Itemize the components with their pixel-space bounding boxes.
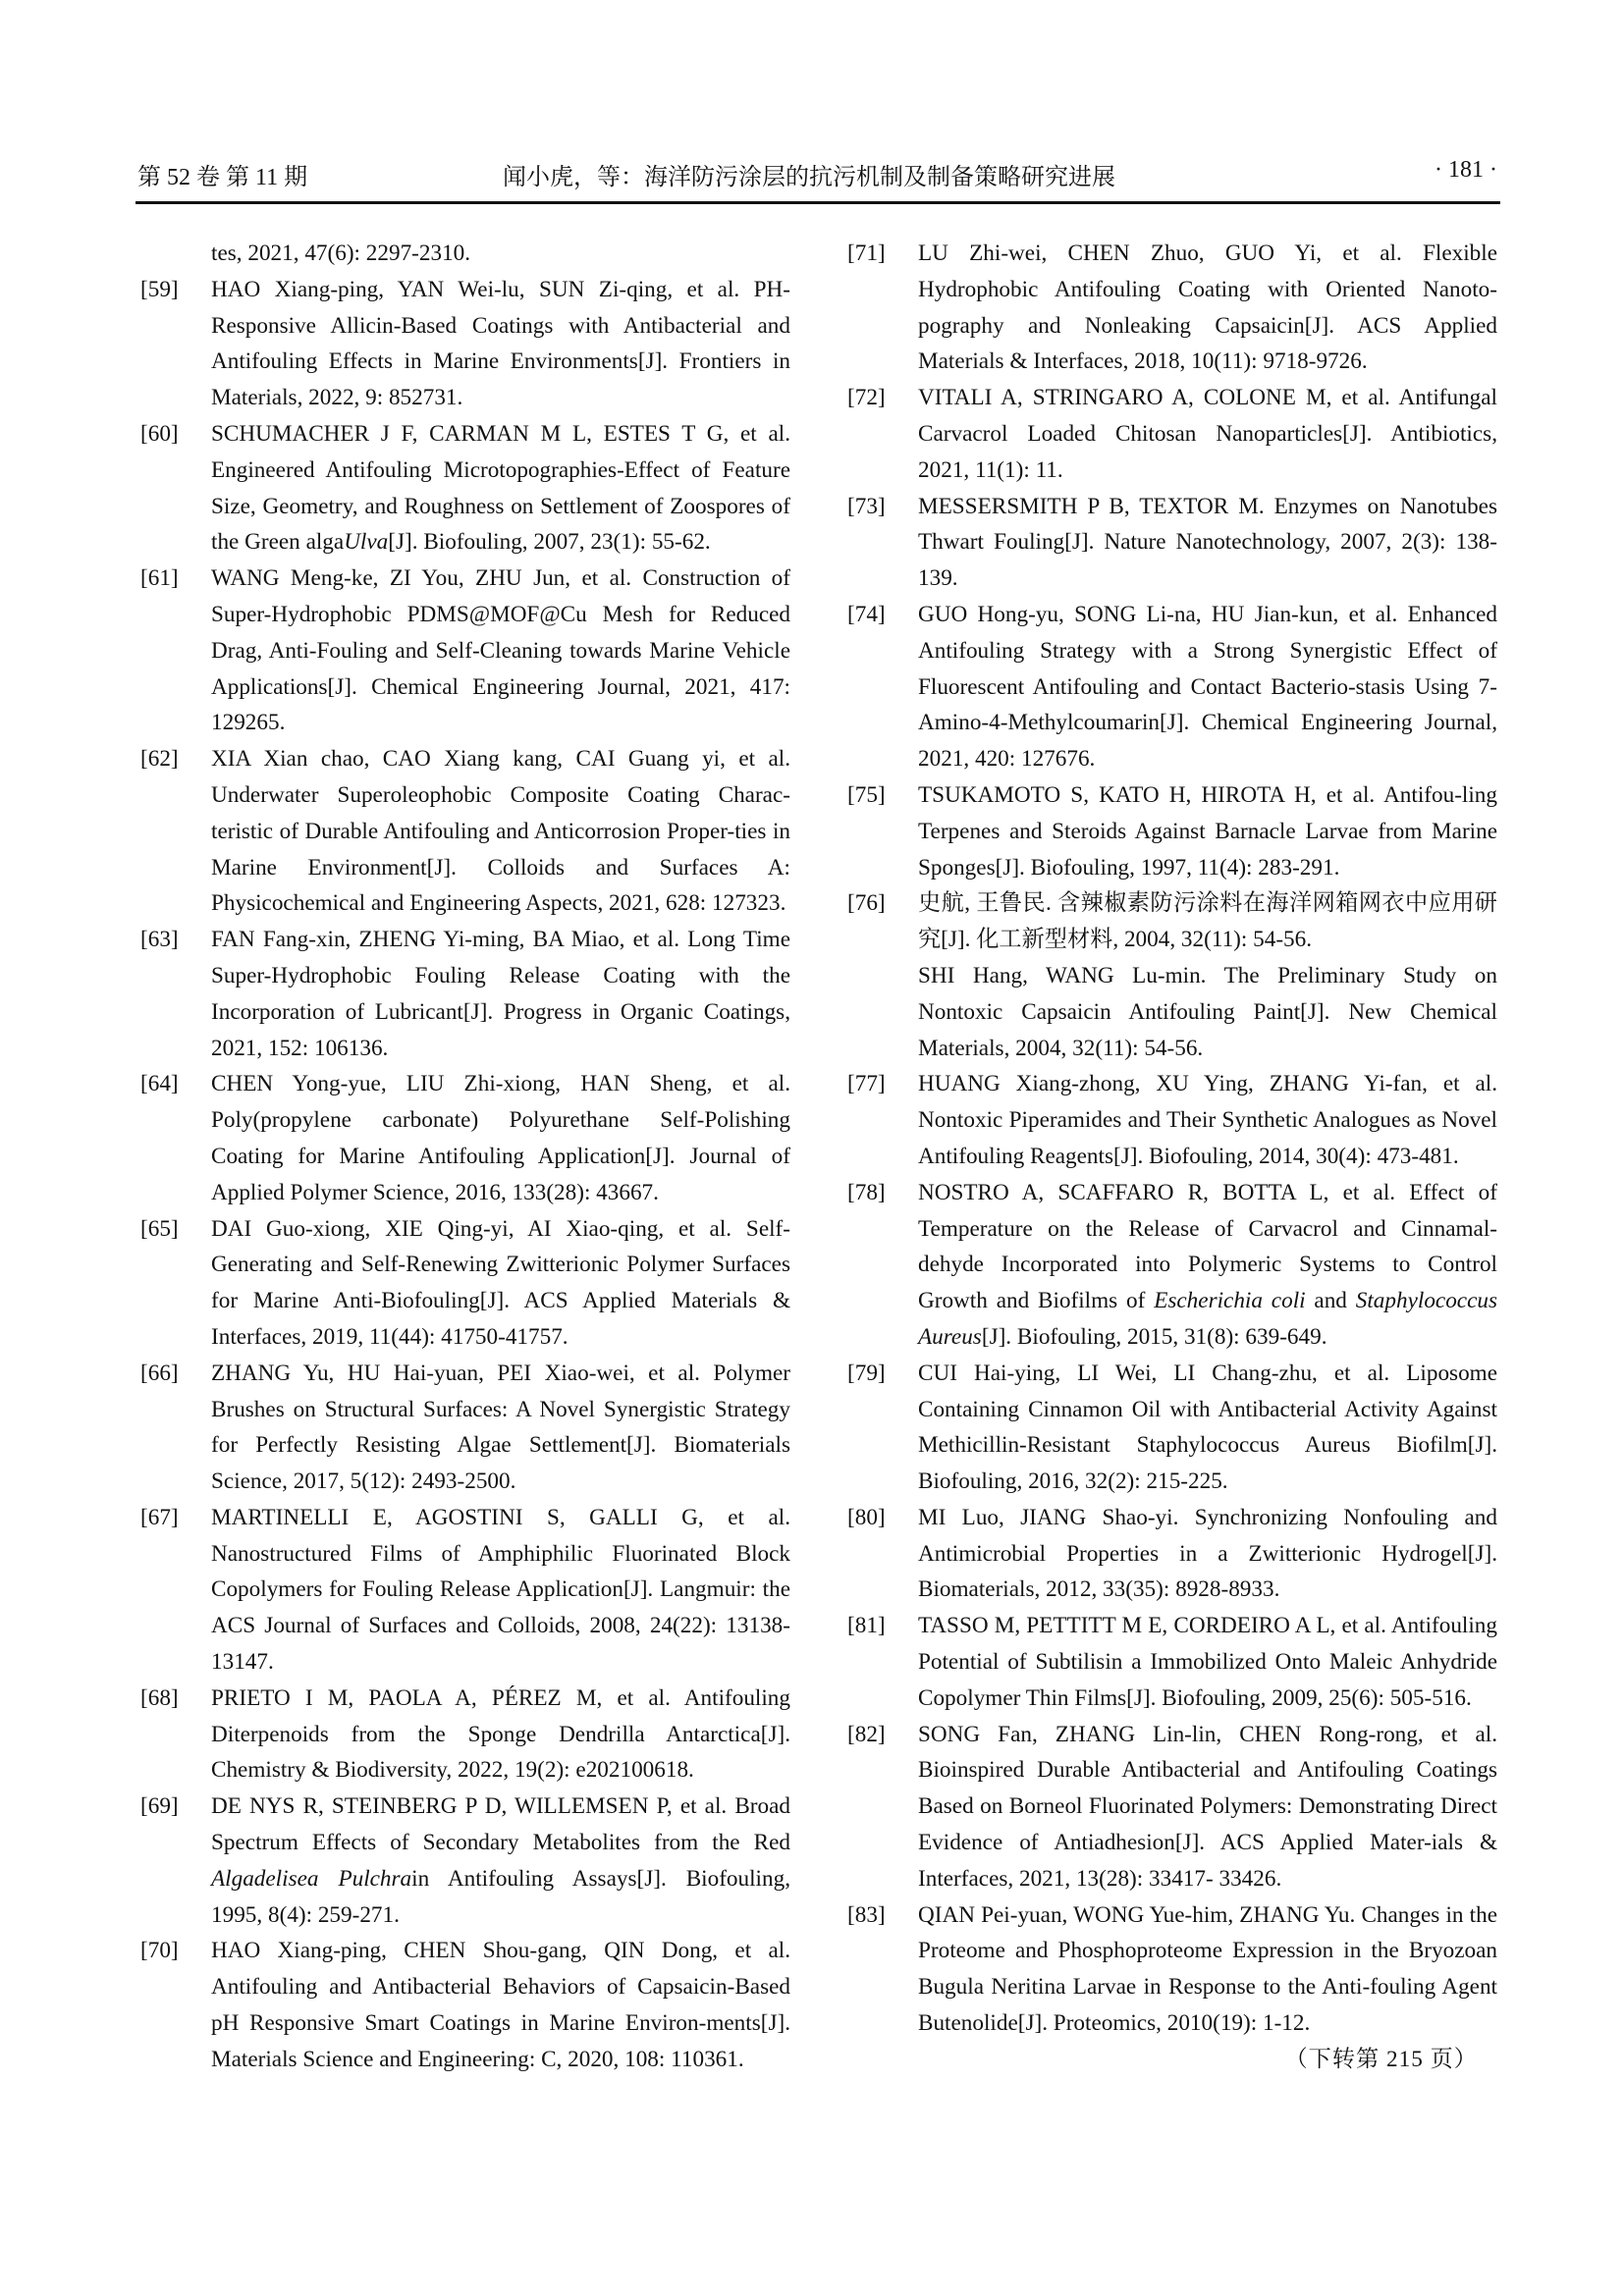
reference-item bbox=[140, 741, 790, 922]
references-left-column bbox=[140, 236, 790, 2078]
reference-item bbox=[847, 885, 1497, 1066]
reference-number: [70] bbox=[140, 1938, 179, 1964]
reference-item bbox=[140, 1500, 790, 1681]
reference-segment: TASSO M, PETTITT M E, CORDEIRO A L, et al. Antifouling Potential of Subtilisin a Immobilized Onto Maleic Anhydride Copolymer Thin Films[J]. Biofouling, 2009, 25(6): 505-516. bbox=[918, 1613, 1497, 1711]
reference-segment: HAO Xiang-ping, CHEN Shou-gang, QIN Dong, et al. Antifouling and Antibacterial Behaviors of Capsaicin-Based pH Responsive Smart Coatings in Marine Environ-ments[J]. Materials Science and Engineering: C, 2020, 108: 110361. bbox=[211, 1938, 790, 2072]
reference-segment: XIA Xian chao, CAO Xiang kang, CAI Guang yi, et al. Underwater Superoleophobic Composite Coating Charac-teristic of Durable Antifouling and Anticorrosion Proper-ties in Marine Environment[J]. Colloids and Surfaces A: Physicochemical and Engineering Aspects, 2021, 628: 127323. bbox=[211, 746, 790, 917]
reference-text bbox=[918, 1608, 1497, 1716]
reference-text bbox=[211, 1356, 790, 1500]
reference-number: [72] bbox=[847, 385, 886, 411]
reference-number: [81] bbox=[847, 1613, 886, 1639]
reference-number: [63] bbox=[140, 927, 179, 953]
reference-segment: SONG Fan, ZHANG Lin-lin, CHEN Rong-rong, et al. Bioinspired Durable Antibacterial and Antifouling Coatings Based on Borneol Fluorinated Polymers: Demonstrating Direct Evidence of Antiadhesion[J]. ACS Applied Mater-ials & Interfaces, 2021, 13(28): 33417- 33426. bbox=[918, 1721, 1497, 1892]
reference-item bbox=[140, 1789, 790, 1933]
reference-text bbox=[918, 489, 1497, 597]
reference-list-left bbox=[140, 272, 790, 2078]
reference-number: [67] bbox=[140, 1504, 179, 1530]
reference-segment: CHEN Yong-yue, LIU Zhi-xiong, HAN Sheng, et al. Poly(propylene carbonate) Polyurethane Self-Polishing Coating for Marine Antifouling Application[J]. Journal of Applied Polymer Science, 2016, 133(28): 43667. bbox=[211, 1071, 790, 1205]
header-rule bbox=[135, 201, 1500, 204]
reference-text bbox=[211, 1681, 790, 1789]
reference-segment: DAI Guo-xiong, XIE Qing-yi, AI Xiao-qing, et al. Self-Generating and Self-Renewing Zwitterionic Polymer Surfaces for Marine Anti-Biofouling[J]. ACS Applied Materials & Interfaces, 2019, 11(44): 41750-41757. bbox=[211, 1215, 790, 1350]
reference-item bbox=[140, 272, 790, 416]
reference-number: [71] bbox=[847, 240, 886, 266]
reference-segment: CUI Hai-ying, LI Wei, LI Chang-zhu, et al. Liposome Containing Cinnamon Oil with Antibacterial Activity Against Methicillin-Resistant Staphylococcus Aureus Biofilm[J]. Biofouling, 2016, 32(2): 215-225. bbox=[918, 1360, 1497, 1495]
reference-segment: WANG Meng-ke, ZI You, ZHU Jun, et al. Construction of Super-Hydrophobic PDMS@MOF@Cu Mesh for Reduced Drag, Anti-Fouling and Self-Cleaning towards Marine Vehicle Applications[J]. Chemical Engineering Journal, 2021, 417: 129265. bbox=[211, 565, 790, 736]
reference-number: [77] bbox=[847, 1071, 886, 1097]
reference-number: [80] bbox=[847, 1504, 886, 1530]
reference-segment: MARTINELLI E, AGOSTINI S, GALLI G, et al. Nanostructured Films of Amphiphilic Fluorinated Block Copolymers for Fouling Release Application[J]. Langmuir: the ACS Journal of Surfaces and Colloids, 2008, 24(22): 13138-13147. bbox=[211, 1504, 790, 1676]
continued-note: （下转第 215 页） bbox=[1284, 2046, 1478, 2072]
reference-text bbox=[918, 1897, 1497, 2042]
reference-item bbox=[140, 1356, 790, 1500]
reference-text bbox=[918, 1500, 1497, 1608]
reference-text bbox=[211, 1211, 790, 1356]
reference-text bbox=[918, 1175, 1497, 1356]
reference-continuation: tes, 2021, 47(6): 2297-2310. bbox=[211, 240, 471, 266]
reference-number: [68] bbox=[140, 1684, 179, 1711]
reference-number: [75] bbox=[847, 781, 886, 808]
reference-number: [78] bbox=[847, 1179, 886, 1205]
running-title: 闻小虎，等：海洋防污涂层的抗污机制及制备策略研究进展 bbox=[503, 165, 1115, 190]
reference-item bbox=[847, 1175, 1497, 1356]
reference-segment: HAO Xiang-ping, YAN Wei-lu, SUN Zi-qing, et al. PH-Responsive Allicin-Based Coatings with Antibacterial and Antifouling Effects in Marine Environments[J]. Frontiers in Materials, 2022, 9: 852731. bbox=[211, 276, 790, 411]
reference-number: [66] bbox=[140, 1360, 179, 1386]
reference-translation: SHI Hang, WANG Lu-min. The Preliminary Study on Nontoxic Capsaicin Antifouling Paint[J]. New Chemical Materials, 2004, 32(11): 54-56. bbox=[918, 962, 1497, 1061]
reference-segment: VITALI A, STRINGARO A, COLONE M, et al. Antifungal Carvacrol Loaded Chitosan Nanoparticles[J]. Antibiotics, 2021, 11(1): 11. bbox=[918, 385, 1497, 483]
page-number: · 181 · bbox=[1435, 157, 1497, 183]
reference-segment: LU Zhi-wei, CHEN Zhuo, GUO Yi, et al. Flexible Hydrophobic Antifouling Coating with Oriented Nanoto-pography and Nonleaking Capsaicin[J]. ACS Applied Materials & Interfaces, 2018, 10(11): 9718-9726. bbox=[918, 240, 1497, 375]
reference-number: [62] bbox=[140, 746, 179, 773]
reference-segment: PRIETO I M, PAOLA A, PÉREZ M, et al. Antifouling Diterpenoids from the Sponge Dendrilla Antarctica[J]. Chemistry & Biodiversity, 2022, 19(2): e202100618. bbox=[211, 1684, 790, 1784]
reference-segment: 史航, 王鲁民. 含辣椒素防污涂料在海洋网箱网衣中应用研究[J]. 化工新型材料, 2004, 32(11): 54-56. bbox=[918, 890, 1497, 953]
reference-item bbox=[140, 1681, 790, 1789]
reference-text bbox=[918, 597, 1497, 777]
reference-item bbox=[140, 1211, 790, 1356]
reference-segment: HUANG Xiang-zhong, XU Ying, ZHANG Yi-fan, et al. Nontoxic Piperamides and Their Synthetic Analogues as Novel Antifouling Reagents[J]. Biofouling, 2014, 30(4): 473-481. bbox=[918, 1071, 1497, 1169]
reference-text bbox=[918, 777, 1497, 885]
reference-item bbox=[847, 1608, 1497, 1716]
reference-item bbox=[140, 1933, 790, 2077]
reference-segment: FAN Fang-xin, ZHENG Yi-ming, BA Miao, et al. Long Time Super-Hydrophobic Fouling Release Coating with the Incorporation of Lubricant[J]. Progress in Organic Coatings, 2021, 152: 106136. bbox=[211, 927, 790, 1061]
reference-item bbox=[847, 489, 1497, 597]
page-header bbox=[137, 157, 1497, 196]
reference-number: [65] bbox=[140, 1215, 179, 1242]
reference-segment: ZHANG Yu, HU Hai-yuan, PEI Xiao-wei, et al. Polymer Brushes on Structural Surfaces: A Novel Synergistic Strategy for Perfectly Resisting Algae Settlement[J]. Biomaterials Science, 2017, 5(12): 2493-2500. bbox=[211, 1360, 790, 1495]
reference-text bbox=[211, 1789, 790, 1933]
italic-species-name: Escherichia coli bbox=[1154, 1288, 1306, 1314]
reference-segment: GUO Hong-yu, SONG Li-na, HU Jian-kun, et al. Enhanced Antifouling Strategy with a Strong Synergistic Effect of Fluorescent Antifouling and Contact Bacterio-stasis Using 7-Amino-4-Methylcoumarin[J]. Chemical Engineering Journal, 2021, 420: 127676. bbox=[918, 601, 1497, 773]
reference-text bbox=[211, 741, 790, 922]
italic-species-name: Algadelisea Pulchra bbox=[211, 1865, 412, 1892]
reference-segment: MESSERSMITH P B, TEXTOR M. Enzymes on Nanotubes Thwart Fouling[J]. Nature Nanotechnology, 2007, 2(3): 138-139. bbox=[918, 493, 1497, 592]
reference-list-right bbox=[847, 236, 1497, 2042]
reference-number: [59] bbox=[140, 276, 179, 302]
reference-number: [69] bbox=[140, 1793, 179, 1820]
reference-segment: [J]. Biofouling, 2007, 23(1): 55-62. bbox=[388, 529, 711, 556]
reference-text bbox=[211, 1933, 790, 2077]
reference-text bbox=[211, 561, 790, 741]
reference-segment: SCHUMACHER J F, CARMAN M L, ESTES T G, et al. Engineered Antifouling Microtopographies-Effect of Feature Size, Geometry, and Roughness on Settlement of Zoospores of the Green alga bbox=[211, 420, 790, 556]
reference-text bbox=[918, 236, 1497, 380]
reference-segment: NOSTRO A, SCAFFARO R, BOTTA L, et al. Effect of Temperature on the Release of Carvacrol and Cinnamal-dehyde Incorporated into Polymeric Systems to Control Growth and Biofilms of bbox=[918, 1179, 1497, 1314]
reference-text bbox=[211, 416, 790, 561]
reference-item bbox=[847, 1717, 1497, 1897]
reference-item bbox=[140, 922, 790, 1066]
reference-number: [83] bbox=[847, 1901, 886, 1928]
reference-segment: [J]. Biofouling, 2015, 31(8): 639-649. bbox=[981, 1323, 1327, 1350]
reference-text bbox=[918, 1066, 1497, 1174]
reference-item bbox=[847, 1500, 1497, 1608]
journal-volume-issue: 第 52 卷 第 11 期 bbox=[137, 165, 308, 190]
reference-item bbox=[140, 416, 790, 561]
reference-text bbox=[211, 922, 790, 1066]
reference-segment: TSUKAMOTO S, KATO H, HIROTA H, et al. Antifou-ling Terpenes and Steroids Against Barnacle Larvae from Marine Sponges[J]. Biofouling, 1997, 11(4): 283-291. bbox=[918, 781, 1497, 881]
reference-item bbox=[847, 380, 1497, 488]
reference-item bbox=[140, 561, 790, 741]
reference-segment: MI Luo, JIANG Shao-yi. Synchronizing Nonfouling and Antimicrobial Properties in a Zwitterionic Hydrogel[J]. Biomaterials, 2012, 33(35): 8928-8933. bbox=[918, 1504, 1497, 1603]
reference-item bbox=[847, 1066, 1497, 1174]
reference-number: [61] bbox=[140, 565, 179, 592]
reference-number: [60] bbox=[140, 420, 179, 447]
reference-item bbox=[847, 777, 1497, 885]
reference-segment: DE NYS R, STEINBERG P D, WILLEMSEN P, et al. Broad Spectrum Effects of Secondary Metabolites from the Red bbox=[211, 1793, 790, 1856]
reference-text bbox=[211, 1500, 790, 1681]
reference-text bbox=[211, 272, 790, 416]
italic-species-name: Staphylococcus Aureus bbox=[918, 1288, 1497, 1350]
reference-text bbox=[918, 1717, 1497, 1897]
reference-segment: QIAN Pei-yuan, WONG Yue-him, ZHANG Yu. Changes in the Proteome and Phosphoproteome Expression in the Bryozoan Bugula Neritina Larvae in Response to the Anti-fouling Agent Butenolide[J]. Proteomics, 2010(19): 1-12. bbox=[918, 1901, 1497, 2037]
references-right-column bbox=[847, 236, 1497, 2078]
reference-number: [64] bbox=[140, 1071, 179, 1097]
reference-item bbox=[847, 1356, 1497, 1500]
reference-text bbox=[918, 380, 1497, 488]
reference-number: [82] bbox=[847, 1721, 886, 1747]
reference-number: [74] bbox=[847, 601, 886, 627]
italic-species-name: Ulva bbox=[344, 529, 389, 556]
reference-item bbox=[847, 597, 1497, 777]
reference-number: [73] bbox=[847, 493, 886, 519]
reference-item bbox=[847, 236, 1497, 380]
reference-item bbox=[847, 1897, 1497, 2042]
reference-number: [76] bbox=[847, 890, 886, 917]
reference-text bbox=[918, 1356, 1497, 1500]
reference-text bbox=[211, 1066, 790, 1210]
reference-number: [79] bbox=[847, 1360, 886, 1386]
reference-segment: in Antifouling Assays[J]. Biofouling, 1995, 8(4): 259-271. bbox=[211, 1865, 790, 1928]
reference-text bbox=[918, 885, 1497, 958]
reference-item bbox=[140, 1066, 790, 1210]
reference-segment: and bbox=[1305, 1288, 1356, 1314]
